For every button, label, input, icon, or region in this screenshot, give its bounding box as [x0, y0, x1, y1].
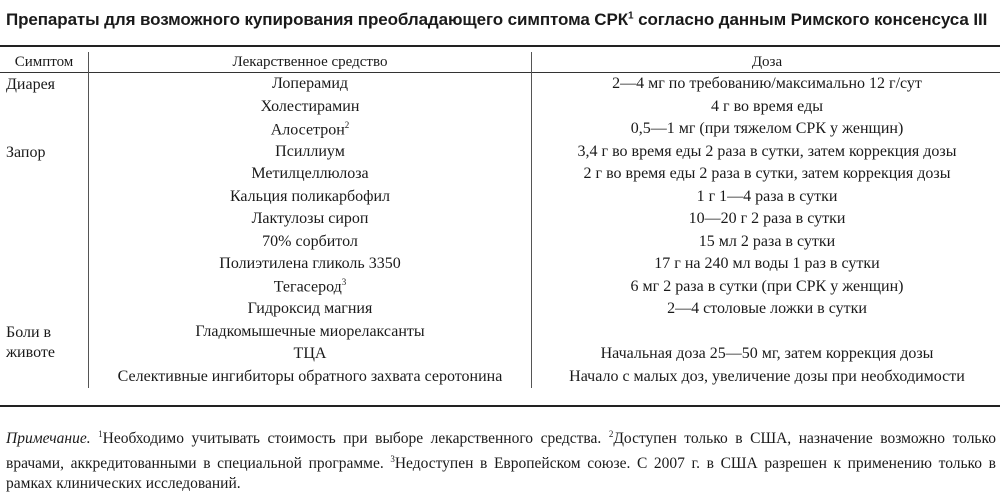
- dose-cell: 0,5—1 мг (при тяжелом СРК у женщин): [532, 118, 1000, 141]
- table-row: [0, 163, 1000, 186]
- dose-cell: 2—4 столовые ложки в сутки: [532, 298, 1000, 321]
- table-row: [0, 186, 1000, 209]
- symptom-cell: Запор: [0, 141, 89, 321]
- table-row: [0, 141, 1000, 164]
- table-body: [0, 73, 1000, 389]
- dose-cell: 4 г во время еды: [532, 96, 1000, 119]
- drug-cell: Лактулозы сироп: [89, 208, 532, 231]
- table-row: [0, 231, 1000, 254]
- symptom-cell: Боли в животе: [0, 321, 89, 389]
- drug-cell: Алосетрон$^2$: [89, 118, 532, 141]
- header-dose: Доза: [532, 52, 1000, 73]
- table-header-row: [0, 52, 1000, 73]
- dose-cell: 1 г 1—4 раза в сутки: [532, 186, 1000, 209]
- footnote-label: Примечание.: [6, 430, 91, 447]
- header-drug: Лекарственное средство: [89, 52, 532, 73]
- table-title: Препараты для возможного купирования преобладающего симптома СРК$^1$ согласно данным Римского консенсуса III: [6, 10, 996, 30]
- table-row: [0, 298, 1000, 321]
- drug-cell: Метилцеллюлоза: [89, 163, 532, 186]
- table-row: [0, 73, 1000, 96]
- drug-cell: Гидроксид магния: [89, 298, 532, 321]
- dose-cell: 17 г на 240 мл воды 1 раз в сутки: [532, 253, 1000, 276]
- bottom-rule: [0, 405, 1000, 407]
- table-row: [0, 321, 1000, 344]
- drug-cell: Лоперамид: [89, 73, 532, 96]
- top-rule: [0, 45, 1000, 47]
- table-row: [0, 343, 1000, 366]
- dose-cell: 2 г во время еды 2 раза в сутки, затем коррекция дозы: [532, 163, 1000, 186]
- table-row: [0, 366, 1000, 389]
- table-row: [0, 276, 1000, 299]
- drug-cell: Гладкомышечные миорелаксанты: [89, 321, 532, 344]
- dose-cell: 3,4 г во время еды 2 раза в сутки, затем коррекция дозы: [532, 141, 1000, 164]
- dose-cell: Начальная доза 25—50 мг, затем коррекция дозы: [532, 343, 1000, 366]
- table-row: [0, 253, 1000, 276]
- table-row: [0, 118, 1000, 141]
- drug-cell: ТЦА: [89, 343, 532, 366]
- drug-cell: Кальция поликарбофил: [89, 186, 532, 209]
- drug-cell: Холестирамин: [89, 96, 532, 119]
- drug-table: [0, 52, 1000, 388]
- table-row: [0, 208, 1000, 231]
- drug-cell: Полиэтилена гликоль 3350: [89, 253, 532, 276]
- drug-cell: 70% сорбитол: [89, 231, 532, 254]
- footnote: Примечание. $^1$Необходимо учитывать стоимость при выборе лекарственного средства. $^2$Доступен только в США, назначение возможно только врачами, аккредитованными в специальной программе. $^3$Недоступен в Европейском союзе. С 2007 г. в США разрешен к применению только в рамках клинических исследований.: [6, 424, 996, 494]
- table-row: [0, 96, 1000, 119]
- drug-cell: Селективные ингибиторы обратного захвата серотонина: [89, 366, 532, 389]
- drug-cell: Тегасерод$^3$: [89, 276, 532, 299]
- dose-cell: [532, 321, 1000, 344]
- dose-cell: 6 мг 2 раза в сутки (при СРК у женщин): [532, 276, 1000, 299]
- dose-cell: 10—20 г 2 раза в сутки: [532, 208, 1000, 231]
- dose-cell: 2—4 мг по требованию/максимально 12 г/сут: [532, 73, 1000, 96]
- symptom-cell: Диарея: [0, 73, 89, 141]
- dose-cell: Начало с малых доз, увеличение дозы при необходимости: [532, 366, 1000, 389]
- dose-cell: 15 мл 2 раза в сутки: [532, 231, 1000, 254]
- header-symptom: Симптом: [0, 52, 89, 73]
- drug-cell: Псиллиум: [89, 141, 532, 164]
